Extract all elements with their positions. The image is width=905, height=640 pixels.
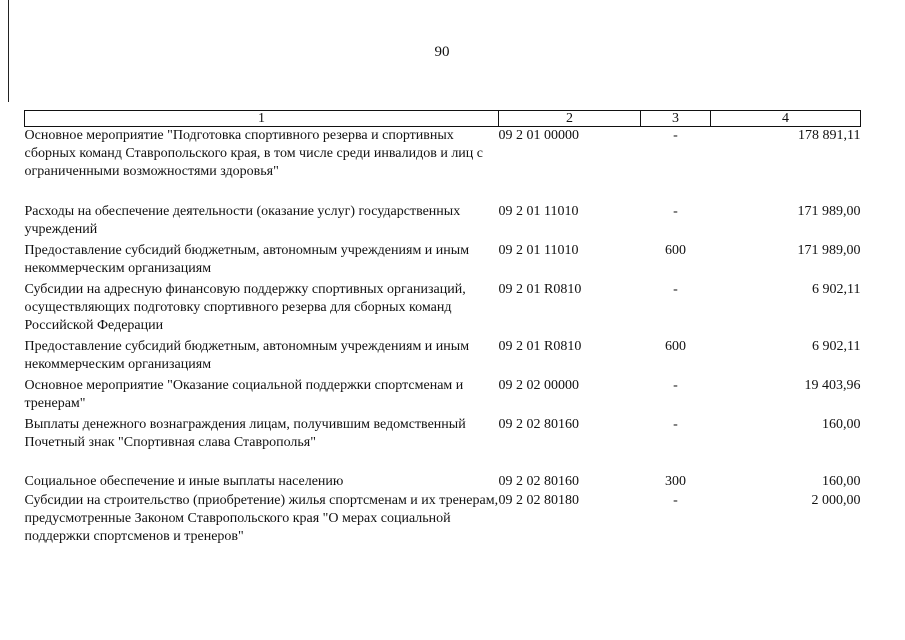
- table-row: [25, 377, 861, 416]
- row-amount: 6 902,11: [812, 338, 861, 354]
- row-name: Расходы на обеспечение деятельности (оказание услуг) государственных учреждений: [24, 203, 461, 237]
- row-vr: -: [673, 416, 678, 432]
- row-code: 09 2 01 R0810: [498, 281, 582, 297]
- table-row: [25, 242, 861, 281]
- header-col-4: 4: [711, 111, 861, 127]
- row-amount: 160,00: [822, 416, 861, 432]
- row-vr: 600: [665, 338, 686, 354]
- table-row: [25, 492, 861, 546]
- row-amount: 171 989,00: [797, 242, 861, 258]
- row-amount: 19 403,96: [804, 377, 861, 393]
- header-row: [25, 111, 861, 127]
- row-amount: 160,00: [822, 473, 861, 489]
- row-name: Социальное обеспечение и иные выплаты населению: [24, 473, 344, 489]
- row-name: Выплаты денежного вознаграждения лицам, получившим ведомственный Почетный знак "Спортивная слава Ставрополья": [24, 416, 466, 450]
- table-row: [25, 338, 861, 377]
- row-code: 09 2 01 11010: [498, 242, 579, 258]
- row-code: 09 2 02 00000: [498, 377, 579, 393]
- page-number: 90: [434, 44, 450, 60]
- row-vr: -: [673, 377, 678, 393]
- table-row: [25, 203, 861, 242]
- header-col-1: 1: [25, 111, 499, 127]
- table-row: [25, 281, 861, 338]
- row-name: Предоставление субсидий бюджетным, автономным учреждениям и иным некоммерческим организациям: [24, 242, 470, 276]
- row-code: 09 2 01 11010: [498, 203, 579, 219]
- table-row: [25, 127, 861, 203]
- row-vr: -: [673, 203, 678, 219]
- row-code: 09 2 01 R0810: [498, 338, 582, 354]
- row-vr: 300: [665, 473, 686, 489]
- row-vr: -: [673, 128, 678, 143]
- row-vr: -: [673, 281, 678, 297]
- row-name: Основное мероприятие "Подготовка спортивного резерва и спортивных сборных команд Ставропольского края, в том числе среди инвалидов и лиц с ограниченными возможностями здоровья": [24, 128, 483, 179]
- row-amount: 6 902,11: [812, 281, 861, 297]
- row-amount: 178 891,11: [798, 128, 861, 143]
- table-row: [25, 416, 861, 473]
- row-vr: -: [673, 492, 678, 508]
- row-code: 09 2 01 00000: [498, 128, 579, 143]
- row-amount: 2 000,00: [811, 492, 861, 508]
- row-code: 09 2 02 80160: [498, 416, 579, 432]
- header-col-3: 3: [641, 111, 711, 127]
- row-amount: 171 989,00: [797, 203, 861, 219]
- budget-table: [24, 110, 861, 546]
- row-name: Предоставление субсидий бюджетным, автономным учреждениям и иным некоммерческим организациям: [24, 338, 470, 372]
- row-code: 09 2 02 80180: [498, 492, 579, 508]
- row-name: Субсидии на адресную финансовую поддержку спортивных организаций, осуществляющих подготовку спортивного резерва для сборных команд Российской Федерации: [24, 281, 466, 333]
- header-col-2: 2: [499, 111, 641, 127]
- row-name: Субсидии на строительство (приобретение) жилья спортсменам и их тренерам, предусмотренные Законом Ставропольского края "О мерах социальной поддержки спортсменов и тренеров": [24, 492, 499, 544]
- row-vr: 600: [665, 242, 686, 258]
- table-row: [25, 473, 861, 492]
- row-code: 09 2 02 80160: [498, 473, 579, 489]
- row-name: Основное мероприятие "Оказание социальной поддержки спортсменам и тренерам": [24, 377, 464, 411]
